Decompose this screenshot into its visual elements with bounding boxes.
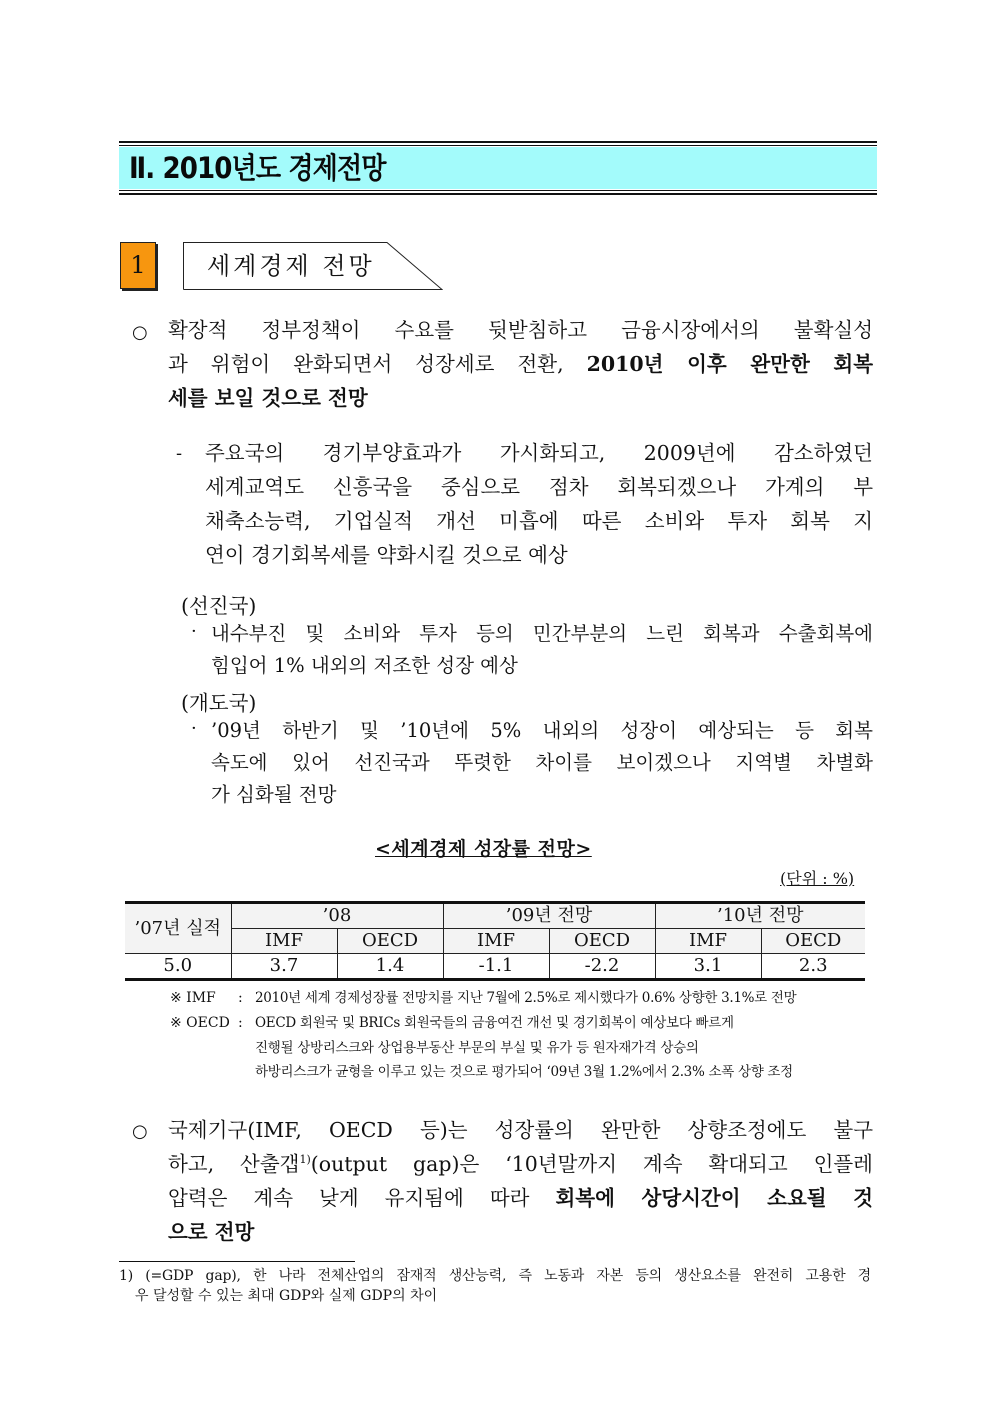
- bold-text: 회복에 상당시간이 소요될 것: [555, 1186, 873, 1210]
- text-line: [168, 1147, 873, 1181]
- table-unit: (단위 : %): [780, 869, 855, 888]
- section-banner: [119, 141, 877, 195]
- table-row: [125, 954, 865, 980]
- note-oecd-label: ※ OECD: [170, 1015, 230, 1031]
- text-line: [168, 1181, 873, 1215]
- note-oecd-text: 하방리스크가 균형을 이루고 있는 것으로 평가되어 ‘09년 3월 1.2%에서 2.3% 소폭 상향 조정: [255, 1064, 793, 1080]
- table-group-header: ’10년 전망: [655, 903, 865, 929]
- banner-rule: [119, 190, 877, 191]
- table-cell: -1.1: [443, 954, 549, 980]
- paragraph-developing: [211, 715, 873, 811]
- table-cell: 3.7: [231, 954, 337, 980]
- text-line: 속도에 있어 선진국과 뚜렷한 차이를 보이겠으나 지역별 차별화: [211, 751, 873, 774]
- subsection-title-box: [183, 242, 443, 290]
- table-group-header: ’08: [231, 903, 443, 929]
- bold-text: 세를 보일 것으로 전망: [168, 386, 368, 410]
- footnote-rule: [119, 1261, 355, 1262]
- note-sep: :: [238, 990, 243, 1006]
- table-cell: -2.2: [549, 954, 655, 980]
- bullet-dot-icon: ·: [191, 718, 197, 739]
- table-header-row: [125, 903, 865, 929]
- banner-rule: [119, 193, 877, 195]
- table-title: <세계경제 성장률 전망>: [375, 838, 592, 860]
- note-imf-text: 2010년 세계 경제성장률 전망치를 지난 7월에 2.5%로 제시했다가 0.6% 상향한 3.1%로 전망: [255, 990, 797, 1006]
- section-title: Ⅱ. 2010년도 경제전망: [129, 151, 386, 185]
- text-span: 과 위험이 완화되면서 성장세로 전환,: [168, 352, 564, 376]
- text-line: 힘입어 1% 내외의 저조한 성장 예상: [211, 654, 518, 677]
- label-advanced: (선진국): [181, 594, 257, 618]
- subsection-title: 세계경제 전망: [207, 252, 375, 280]
- footnote-ref[interactable]: 1): [299, 1153, 311, 1167]
- text-line: 주요국의 경기부양효과가 가시화되고, 2009년에 감소하였던: [205, 441, 873, 465]
- paragraph-detail: [205, 436, 873, 572]
- note-imf-label: ※ IMF: [170, 990, 216, 1006]
- paragraph-intl-orgs: [168, 1113, 873, 1249]
- text-line: 내수부진 및 소비와 투자 등의 민간부분의 느린 회복과 수출회복에: [211, 622, 873, 645]
- footnote: [119, 1266, 871, 1306]
- text-line: 채축소능력, 기업실적 개선 미흡에 따른 소비와 투자 회복 지: [205, 509, 873, 533]
- text-line: [168, 381, 873, 415]
- bold-text: 2010년 이후 완만한 회복: [586, 352, 873, 376]
- paragraph-outlook: [168, 313, 873, 415]
- label-developing: (개도국): [181, 691, 257, 715]
- text-span: 하고, 산출갭: [168, 1152, 300, 1176]
- bullet-dot-icon: ·: [191, 621, 197, 642]
- text-line: [168, 347, 873, 381]
- table-cell: 5.0: [125, 954, 231, 980]
- banner-rule: [119, 141, 877, 143]
- growth-table: [125, 901, 865, 981]
- table-subheader-cell: IMF: [231, 929, 337, 954]
- footnote-line: 우 달성할 수 있는 최대 GDP와 실제 GDP의 차이: [135, 1288, 438, 1304]
- table-subheader-cell: IMF: [655, 929, 761, 954]
- table-cell: 2.3: [761, 954, 865, 980]
- table-header-cell: ’07년 실적: [125, 903, 231, 954]
- footnote-line: 1) (=GDP gap), 한 나라 전체산업의 잠재적 생산능력, 즉 노동과 자본 등의 생산요소를 완전히 고용한 경: [119, 1268, 871, 1284]
- text-line: 확장적 정부정책이 수요를 뒷받침하고 금융시장에서의 불확실성: [168, 318, 873, 342]
- text-line: [168, 1215, 873, 1249]
- text-line: ’09년 하반기 및 ’10년에 5% 내외의 성장이 예상되는 등 회복: [211, 719, 873, 742]
- bold-text: 으로 전망: [168, 1220, 255, 1244]
- table-subheader-cell: OECD: [761, 929, 865, 954]
- table-subheader-cell: OECD: [337, 929, 443, 954]
- table-subheader-cell: IMF: [443, 929, 549, 954]
- note-oecd-text: OECD 회원국 및 BRICs 회원국들의 금융여건 개선 및 경기회복이 예상보다 빠르게: [255, 1015, 734, 1031]
- bullet-circle-icon: ○: [132, 322, 148, 343]
- note-sep: :: [238, 1015, 243, 1031]
- bullet-circle-icon: ○: [132, 1121, 148, 1142]
- text-span: 압력은 계속 낮게 유지됨에 따라: [168, 1186, 530, 1210]
- text-line: 국제기구(IMF, OECD 등)는 성장률의 완만한 상향조정에도 불구: [168, 1118, 873, 1142]
- table-cell: 3.1: [655, 954, 761, 980]
- table-subheader-cell: OECD: [549, 929, 655, 954]
- table-group-header: ’09년 전망: [443, 903, 655, 929]
- text-span: (output gap)은 ‘10년말까지 계속 확대되고 인플레: [310, 1152, 873, 1176]
- text-line: 세계교역도 신흥국을 중심으로 점차 회복되겠으나 가계의 부: [205, 475, 873, 499]
- table-cell: 1.4: [337, 954, 443, 980]
- text-line: 가 심화될 전망: [211, 783, 337, 806]
- subsection-number-badge: 1: [120, 242, 156, 289]
- note-oecd-text: 진행될 상방리스크와 상업용부동산 부문의 부실 및 유가 등 원자재가격 상승의: [255, 1040, 699, 1056]
- table-subheader-row: [125, 929, 865, 954]
- banner-rule: [119, 145, 877, 146]
- bullet-dash-icon: -: [176, 443, 183, 464]
- paragraph-advanced: [211, 618, 873, 682]
- text-line: 연이 경기회복세를 약화시킬 것으로 예상: [205, 543, 568, 567]
